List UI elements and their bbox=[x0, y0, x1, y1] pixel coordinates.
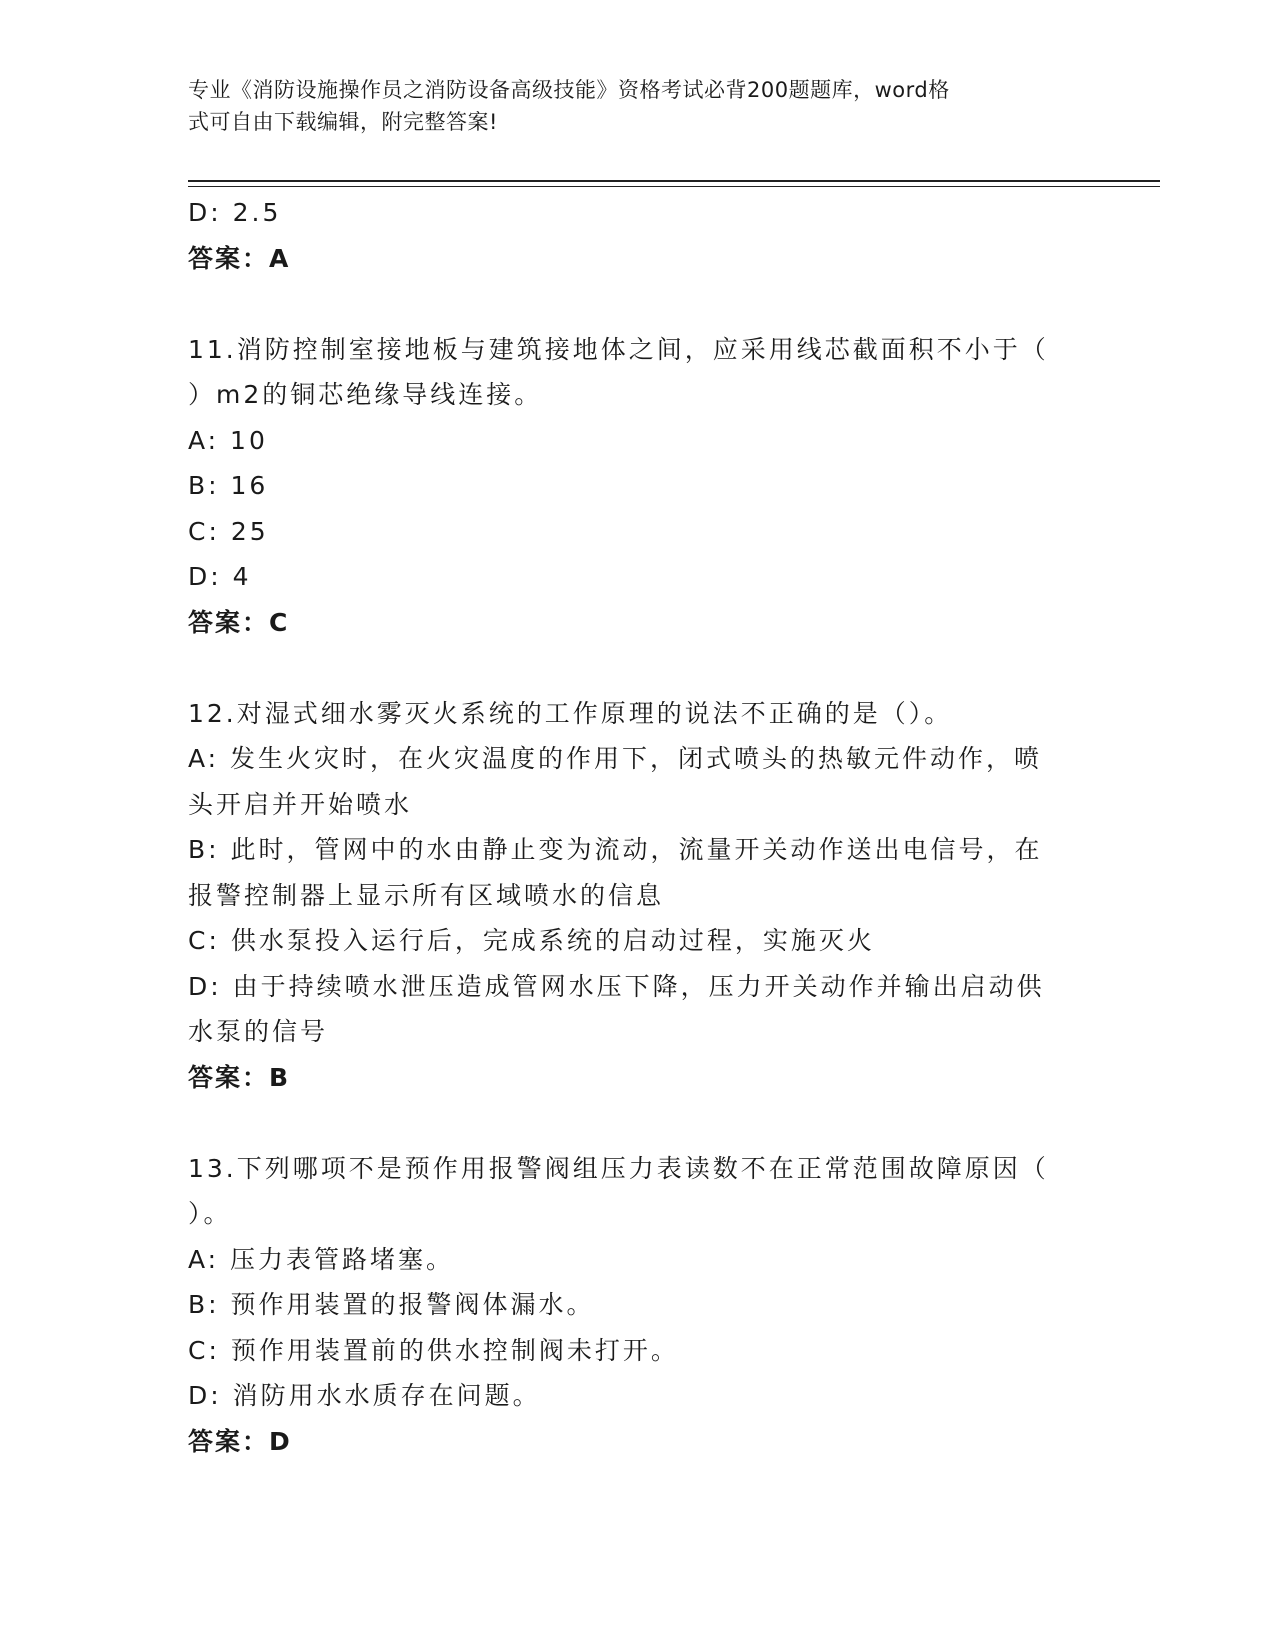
option-b-continued: 报警控制器上显示所有区域喷水的信息 bbox=[188, 880, 665, 910]
header-divider-thick bbox=[188, 180, 1160, 182]
option-d: D: 4 bbox=[188, 562, 252, 591]
question-list bbox=[188, 190, 1078, 1464]
document-header bbox=[188, 74, 1068, 138]
question-stem: 12.对湿式细水雾灭火系统的工作原理的说法不正确的是（）。 bbox=[188, 698, 953, 728]
answer-line: 答案：A bbox=[188, 243, 291, 273]
option-b: B: 16 bbox=[188, 471, 269, 500]
option-d-continued: 水泵的信号 bbox=[188, 1017, 329, 1046]
option-b: B: 预作用装置的报警阀体漏水。 bbox=[188, 1290, 595, 1319]
answer-line: 答案：C bbox=[188, 607, 290, 637]
header-line-2: 式可自由下载编辑，附完整答案! bbox=[188, 110, 498, 134]
question-11 bbox=[188, 327, 1078, 646]
header-divider-thin bbox=[188, 186, 1160, 187]
spacer bbox=[188, 645, 1078, 691]
question-stem: 13.下列哪项不是预作用报警阀组压力表读数不在正常范围故障原因（ bbox=[188, 1153, 1049, 1183]
option-d: D: 由于持续喷水泄压造成管网水压下降，压力开关动作并输出启动供 bbox=[188, 971, 1045, 1001]
spacer bbox=[188, 1100, 1078, 1146]
question-stem-continued: ）。 bbox=[188, 1199, 232, 1228]
option-a-continued: 头开启并开始喷水 bbox=[188, 789, 413, 819]
option-a: A: 发生火灾时，在火灾温度的作用下，闭式喷头的热敏元件动作，喷 bbox=[188, 744, 1043, 773]
question-13 bbox=[188, 1146, 1078, 1465]
question-12 bbox=[188, 691, 1078, 1101]
option-d: D: 消防用水水质存在问题。 bbox=[188, 1381, 541, 1410]
previous-question-fragment bbox=[188, 190, 1078, 281]
option-c: C: 供水泵投入运行后，完成系统的启动过程，实施灭火 bbox=[188, 926, 875, 955]
option-c: C: 25 bbox=[188, 516, 269, 546]
spacer bbox=[188, 281, 1078, 327]
question-stem-continued: ）m2的铜芯绝缘导线连接。 bbox=[188, 380, 543, 409]
question-stem: 11.消防控制室接地板与建筑接地体之间，应采用线芯截面积不小于（ bbox=[188, 334, 1049, 364]
option-c: C: 预作用装置前的供水控制阀未打开。 bbox=[188, 1335, 679, 1365]
answer-line: 答案：B bbox=[188, 1062, 291, 1092]
answer-line: 答案：D bbox=[188, 1426, 292, 1456]
option-a: A: 10 bbox=[188, 425, 268, 455]
option-a: A: 压力表管路堵塞。 bbox=[188, 1244, 455, 1274]
header-line-1: 专业《消防设施操作员之消防设备高级技能》资格考试必背200题题库，word格 bbox=[188, 78, 950, 102]
option-d: D: 2.5 bbox=[188, 198, 282, 227]
option-b: B: 此时，管网中的水由静止变为流动，流量开关动作送出电信号，在 bbox=[188, 835, 1043, 864]
